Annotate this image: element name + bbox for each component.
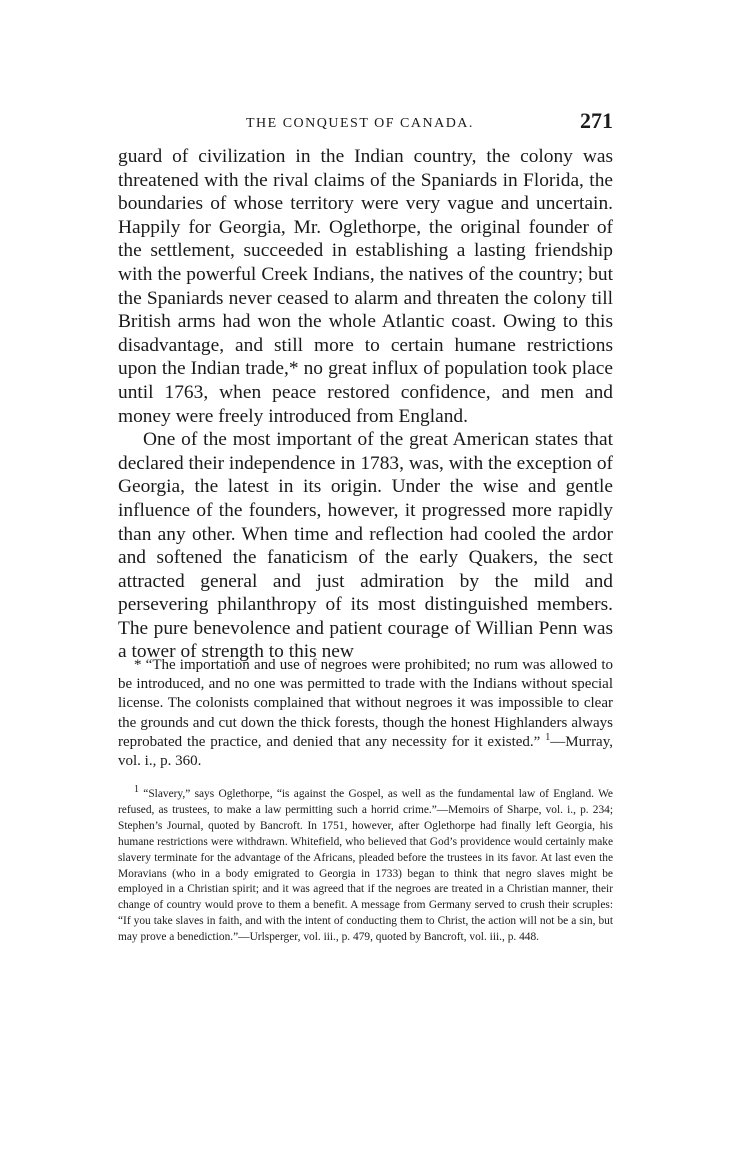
- footnote-1-text: “Slavery,” says Oglethorpe, “is against the Gospel, as well as the fundamental law of England. We refused, as trustees, to make a law permitting such a horrid crime.”—Memoirs of Sharpe, vol. i., p. 234; Stephen’s Journal, quoted by Bancroft. In 1751, however, after Oglethorpe had finally left Georgia, his humane restrictions were withdrawn. Whitefield, who believed that God’s providence would certainly make slavery terminate for the advantage of the Africans, pleaded before the trustees in its favor. At last even the Moravians (who in a body emigrated to Georgia in 1733) began to think that negro slaves might be employed in a Christian spirit; and it was agreed that if the negroes are treated in a Christian manner, their change of country would prove to them a benefit. A message from Germany served to crush their scruples: “If you take slaves in faith, and with the intent of conducting them to Christ, the action will not be a sin, but may prove a benediction.”—Urlsperger, vol. iii., p. 479, quoted by Bancroft, vol. iii., p. 448.: [118, 788, 613, 944]
- page-number: 271: [580, 108, 613, 133]
- footnote-1-marker: 1: [134, 784, 139, 796]
- footnote-star-marker: 1: [545, 731, 551, 743]
- footnote-star: [118, 656, 613, 771]
- page-header: [118, 108, 613, 138]
- footnote-star-text: * “The importation and use of negroes were prohibited; no rum was allowed to be introduced, and no one was permitted to trade with the Indians without special license. The colonists complained that without negroes it was impossible to clear the grounds and cut down the thick forests, though the honest Highlanders always reprobated the practice, and denied that any necessity for it existed.”: [118, 657, 613, 750]
- body-text: [118, 145, 613, 664]
- footnote-1: [118, 784, 613, 946]
- paragraph-2: One of the most important of the great American states that declared their independence in 1783, was, with the exception of Georgia, the latest in its origin. Under the wise and gentle influence of the founders, however, it progressed more rapidly than any other. When time and reflection had cooled the ardor and softened the fanaticism of the early Quakers, the sect attracted general and just admiration by the mild and persevering philanthropy of its most distinguished members. The pure benevolence and patient courage of Willian Penn was a tower of strength to this new: [118, 429, 613, 663]
- footnote-star-citation: —Murray, vol. i., p. 360.: [118, 733, 613, 770]
- running-title: THE CONQUEST OF CANADA.: [246, 116, 474, 131]
- paragraph-1: guard of civilization in the Indian country, the colony was threatened with the rival claims of the Spaniards in Florida, the boundaries of whose territory were very vague and uncertain. Happily for Georgia, Mr. Oglethorpe, the original founder of the settlement, succeeded in establishing a lasting friendship with the powerful Creek Indians, the natives of the country; but the Spaniards never ceased to alarm and threaten the colony till British arms had won the whole Atlantic coast. Owing to this disadvantage, and still more to certain humane restrictions upon the Indian trade,* no great influx of population took place until 1763, when peace restored confidence, and men and money were freely introduced from England.: [118, 146, 613, 427]
